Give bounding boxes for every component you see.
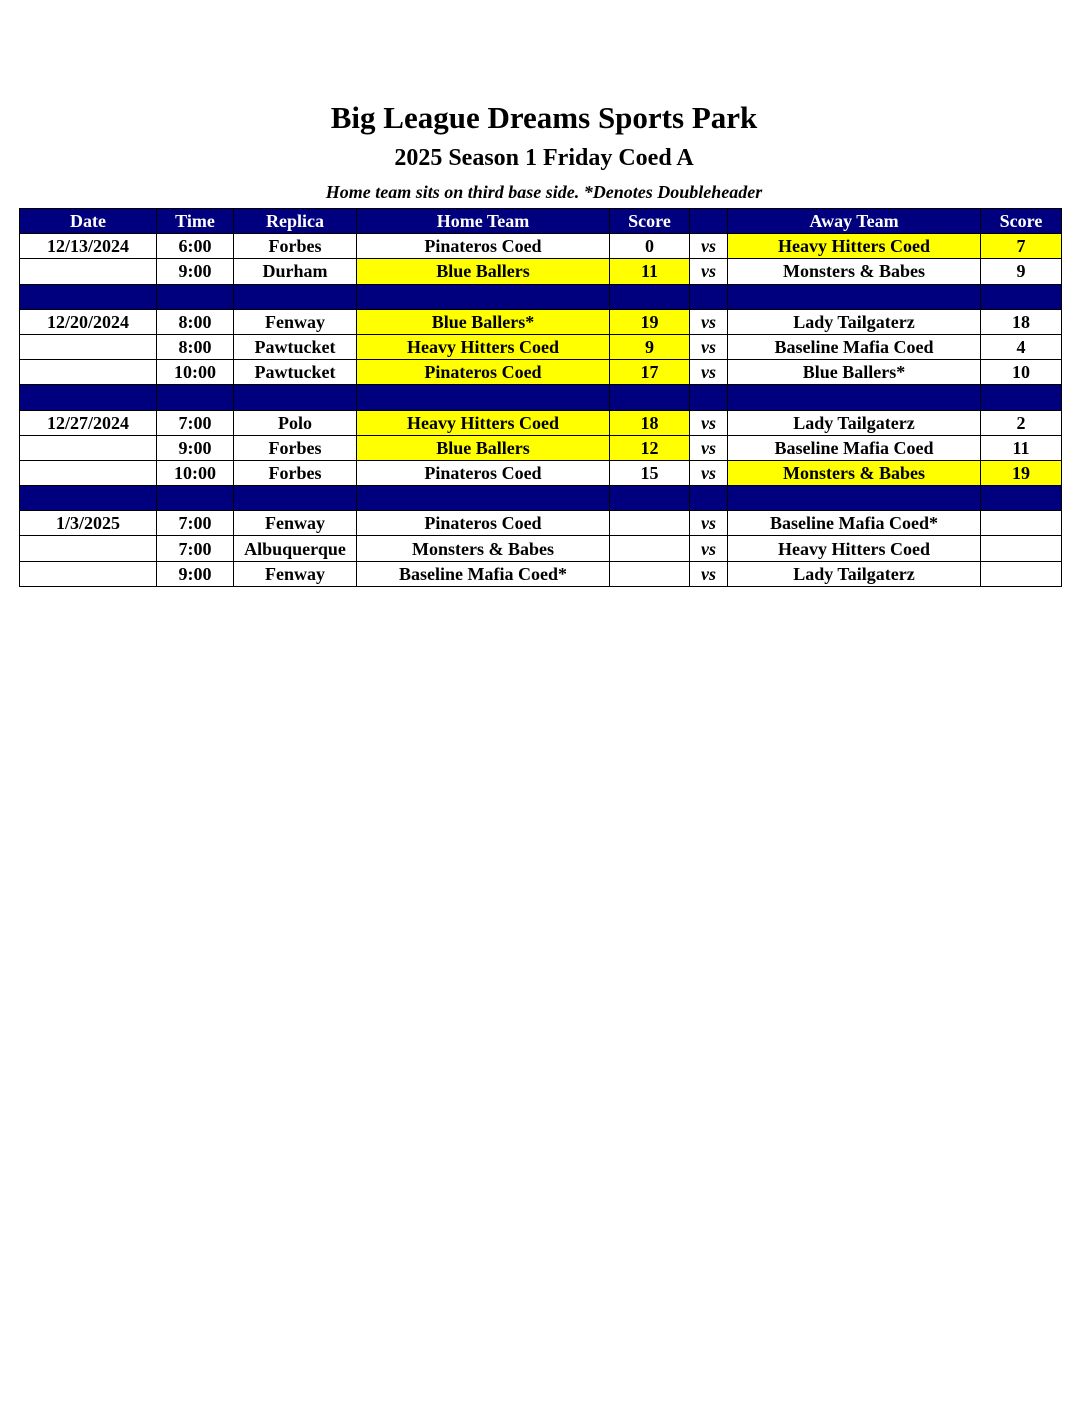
away-score-cell: 4 (981, 334, 1062, 359)
separator-cell (20, 385, 157, 410)
away-team-cell: Lady Tailgaterz (728, 309, 981, 334)
date-cell (20, 360, 157, 385)
home-team-cell: Pinateros Coed (357, 360, 610, 385)
away-score-cell: 18 (981, 309, 1062, 334)
separator-cell (728, 486, 981, 511)
home-team-cell: Pinateros Coed (357, 511, 610, 536)
away-team-cell: Baseline Mafia Coed (728, 435, 981, 460)
replica-cell: Fenway (234, 309, 357, 334)
separator-cell (157, 385, 234, 410)
home-score-cell: 11 (610, 259, 690, 284)
replica-cell: Durham (234, 259, 357, 284)
home-team-cell: Pinateros Coed (357, 234, 610, 259)
vs-cell: vs (690, 259, 728, 284)
away-score-cell (981, 536, 1062, 561)
separator-cell (357, 486, 610, 511)
time-cell: 7:00 (157, 410, 234, 435)
header-row (20, 209, 1062, 234)
away-score-cell: 19 (981, 460, 1062, 485)
home-team-cell: Baseline Mafia Coed* (357, 561, 610, 586)
date-cell (20, 334, 157, 359)
home-score-cell: 0 (610, 234, 690, 259)
date-cell (20, 561, 157, 586)
schedule-table (19, 208, 1062, 587)
away-score-cell: 9 (981, 259, 1062, 284)
table-row (20, 536, 1062, 561)
separator-cell (690, 486, 728, 511)
table-row (20, 410, 1062, 435)
away-team-cell: Baseline Mafia Coed (728, 334, 981, 359)
vs-cell: vs (690, 435, 728, 460)
table-row (20, 234, 1062, 259)
vs-cell: vs (690, 360, 728, 385)
replica-cell: Forbes (234, 435, 357, 460)
time-cell: 9:00 (157, 561, 234, 586)
separator-cell (728, 385, 981, 410)
separator-row (20, 284, 1062, 309)
replica-cell: Forbes (234, 460, 357, 485)
time-cell: 10:00 (157, 360, 234, 385)
separator-cell (357, 385, 610, 410)
home-team-cell: Monsters & Babes (357, 536, 610, 561)
vs-cell: vs (690, 309, 728, 334)
away-team-cell: Monsters & Babes (728, 460, 981, 485)
home-score-cell: 15 (610, 460, 690, 485)
separator-cell (981, 385, 1062, 410)
col-date-header: Date (20, 209, 157, 234)
table-row (20, 360, 1062, 385)
away-score-cell (981, 561, 1062, 586)
separator-cell (981, 486, 1062, 511)
separator-cell (20, 284, 157, 309)
date-cell: 12/13/2024 (20, 234, 157, 259)
vs-cell: vs (690, 410, 728, 435)
home-score-cell: 19 (610, 309, 690, 334)
away-score-cell: 10 (981, 360, 1062, 385)
home-score-cell: 17 (610, 360, 690, 385)
separator-cell (234, 385, 357, 410)
page-subtitle: 2025 Season 1 Friday Coed A (394, 145, 694, 171)
table-row (20, 334, 1062, 359)
schedule-body (20, 234, 1062, 587)
separator-cell (234, 284, 357, 309)
separator-cell (690, 385, 728, 410)
away-team-cell: Lady Tailgaterz (728, 410, 981, 435)
date-cell: 12/20/2024 (20, 309, 157, 334)
table-row (20, 435, 1062, 460)
col-vs-header (690, 209, 728, 234)
separator-cell (981, 284, 1062, 309)
replica-cell: Polo (234, 410, 357, 435)
replica-cell: Albuquerque (234, 536, 357, 561)
time-cell: 7:00 (157, 511, 234, 536)
away-team-cell: Heavy Hitters Coed (728, 536, 981, 561)
home-score-cell: 9 (610, 334, 690, 359)
replica-cell: Pawtucket (234, 360, 357, 385)
date-cell (20, 435, 157, 460)
col-away-team-header: Away Team (728, 209, 981, 234)
home-team-cell: Blue Ballers (357, 435, 610, 460)
replica-cell: Forbes (234, 234, 357, 259)
table-row (20, 511, 1062, 536)
replica-cell: Fenway (234, 511, 357, 536)
date-cell (20, 259, 157, 284)
vs-cell: vs (690, 536, 728, 561)
away-score-cell: 7 (981, 234, 1062, 259)
separator-cell (728, 284, 981, 309)
home-score-cell (610, 536, 690, 561)
separator-cell (20, 486, 157, 511)
home-team-cell: Pinateros Coed (357, 460, 610, 485)
away-team-cell: Monsters & Babes (728, 259, 981, 284)
away-score-cell (981, 511, 1062, 536)
vs-cell: vs (690, 234, 728, 259)
separator-cell (234, 486, 357, 511)
vs-cell: vs (690, 511, 728, 536)
home-score-cell (610, 511, 690, 536)
separator-cell (157, 486, 234, 511)
replica-cell: Pawtucket (234, 334, 357, 359)
table-row (20, 259, 1062, 284)
separator-cell (610, 284, 690, 309)
table-row (20, 460, 1062, 485)
home-team-cell: Blue Ballers* (357, 309, 610, 334)
vs-cell: vs (690, 334, 728, 359)
time-cell: 8:00 (157, 309, 234, 334)
away-team-cell: Heavy Hitters Coed (728, 234, 981, 259)
table-row (20, 561, 1062, 586)
col-time-header: Time (157, 209, 234, 234)
time-cell: 9:00 (157, 435, 234, 460)
separator-cell (357, 284, 610, 309)
col-away-score-header: Score (981, 209, 1062, 234)
away-team-cell: Baseline Mafia Coed* (728, 511, 981, 536)
home-score-cell: 12 (610, 435, 690, 460)
time-cell: 7:00 (157, 536, 234, 561)
away-team-cell: Lady Tailgaterz (728, 561, 981, 586)
separator-cell (610, 486, 690, 511)
away-team-cell: Blue Ballers* (728, 360, 981, 385)
vs-cell: vs (690, 561, 728, 586)
separator-row (20, 486, 1062, 511)
page-title: Big League Dreams Sports Park (330, 100, 758, 135)
home-team-cell: Blue Ballers (357, 259, 610, 284)
replica-cell: Fenway (234, 561, 357, 586)
date-cell: 12/27/2024 (20, 410, 157, 435)
separator-row (20, 385, 1062, 410)
time-cell: 8:00 (157, 334, 234, 359)
time-cell: 6:00 (157, 234, 234, 259)
table-row (20, 309, 1062, 334)
doubleheader-note: Home team sits on third base side. *Denotes Doubleheader (325, 182, 763, 202)
home-team-cell: Heavy Hitters Coed (357, 410, 610, 435)
away-score-cell: 2 (981, 410, 1062, 435)
vs-cell: vs (690, 460, 728, 485)
date-cell (20, 536, 157, 561)
separator-cell (157, 284, 234, 309)
date-cell (20, 460, 157, 485)
date-cell: 1/3/2025 (20, 511, 157, 536)
home-team-cell: Heavy Hitters Coed (357, 334, 610, 359)
col-replica-header: Replica (234, 209, 357, 234)
separator-cell (610, 385, 690, 410)
col-home-score-header: Score (610, 209, 690, 234)
separator-cell (690, 284, 728, 309)
home-score-cell (610, 561, 690, 586)
time-cell: 9:00 (157, 259, 234, 284)
col-home-team-header: Home Team (357, 209, 610, 234)
time-cell: 10:00 (157, 460, 234, 485)
home-score-cell: 18 (610, 410, 690, 435)
away-score-cell: 11 (981, 435, 1062, 460)
